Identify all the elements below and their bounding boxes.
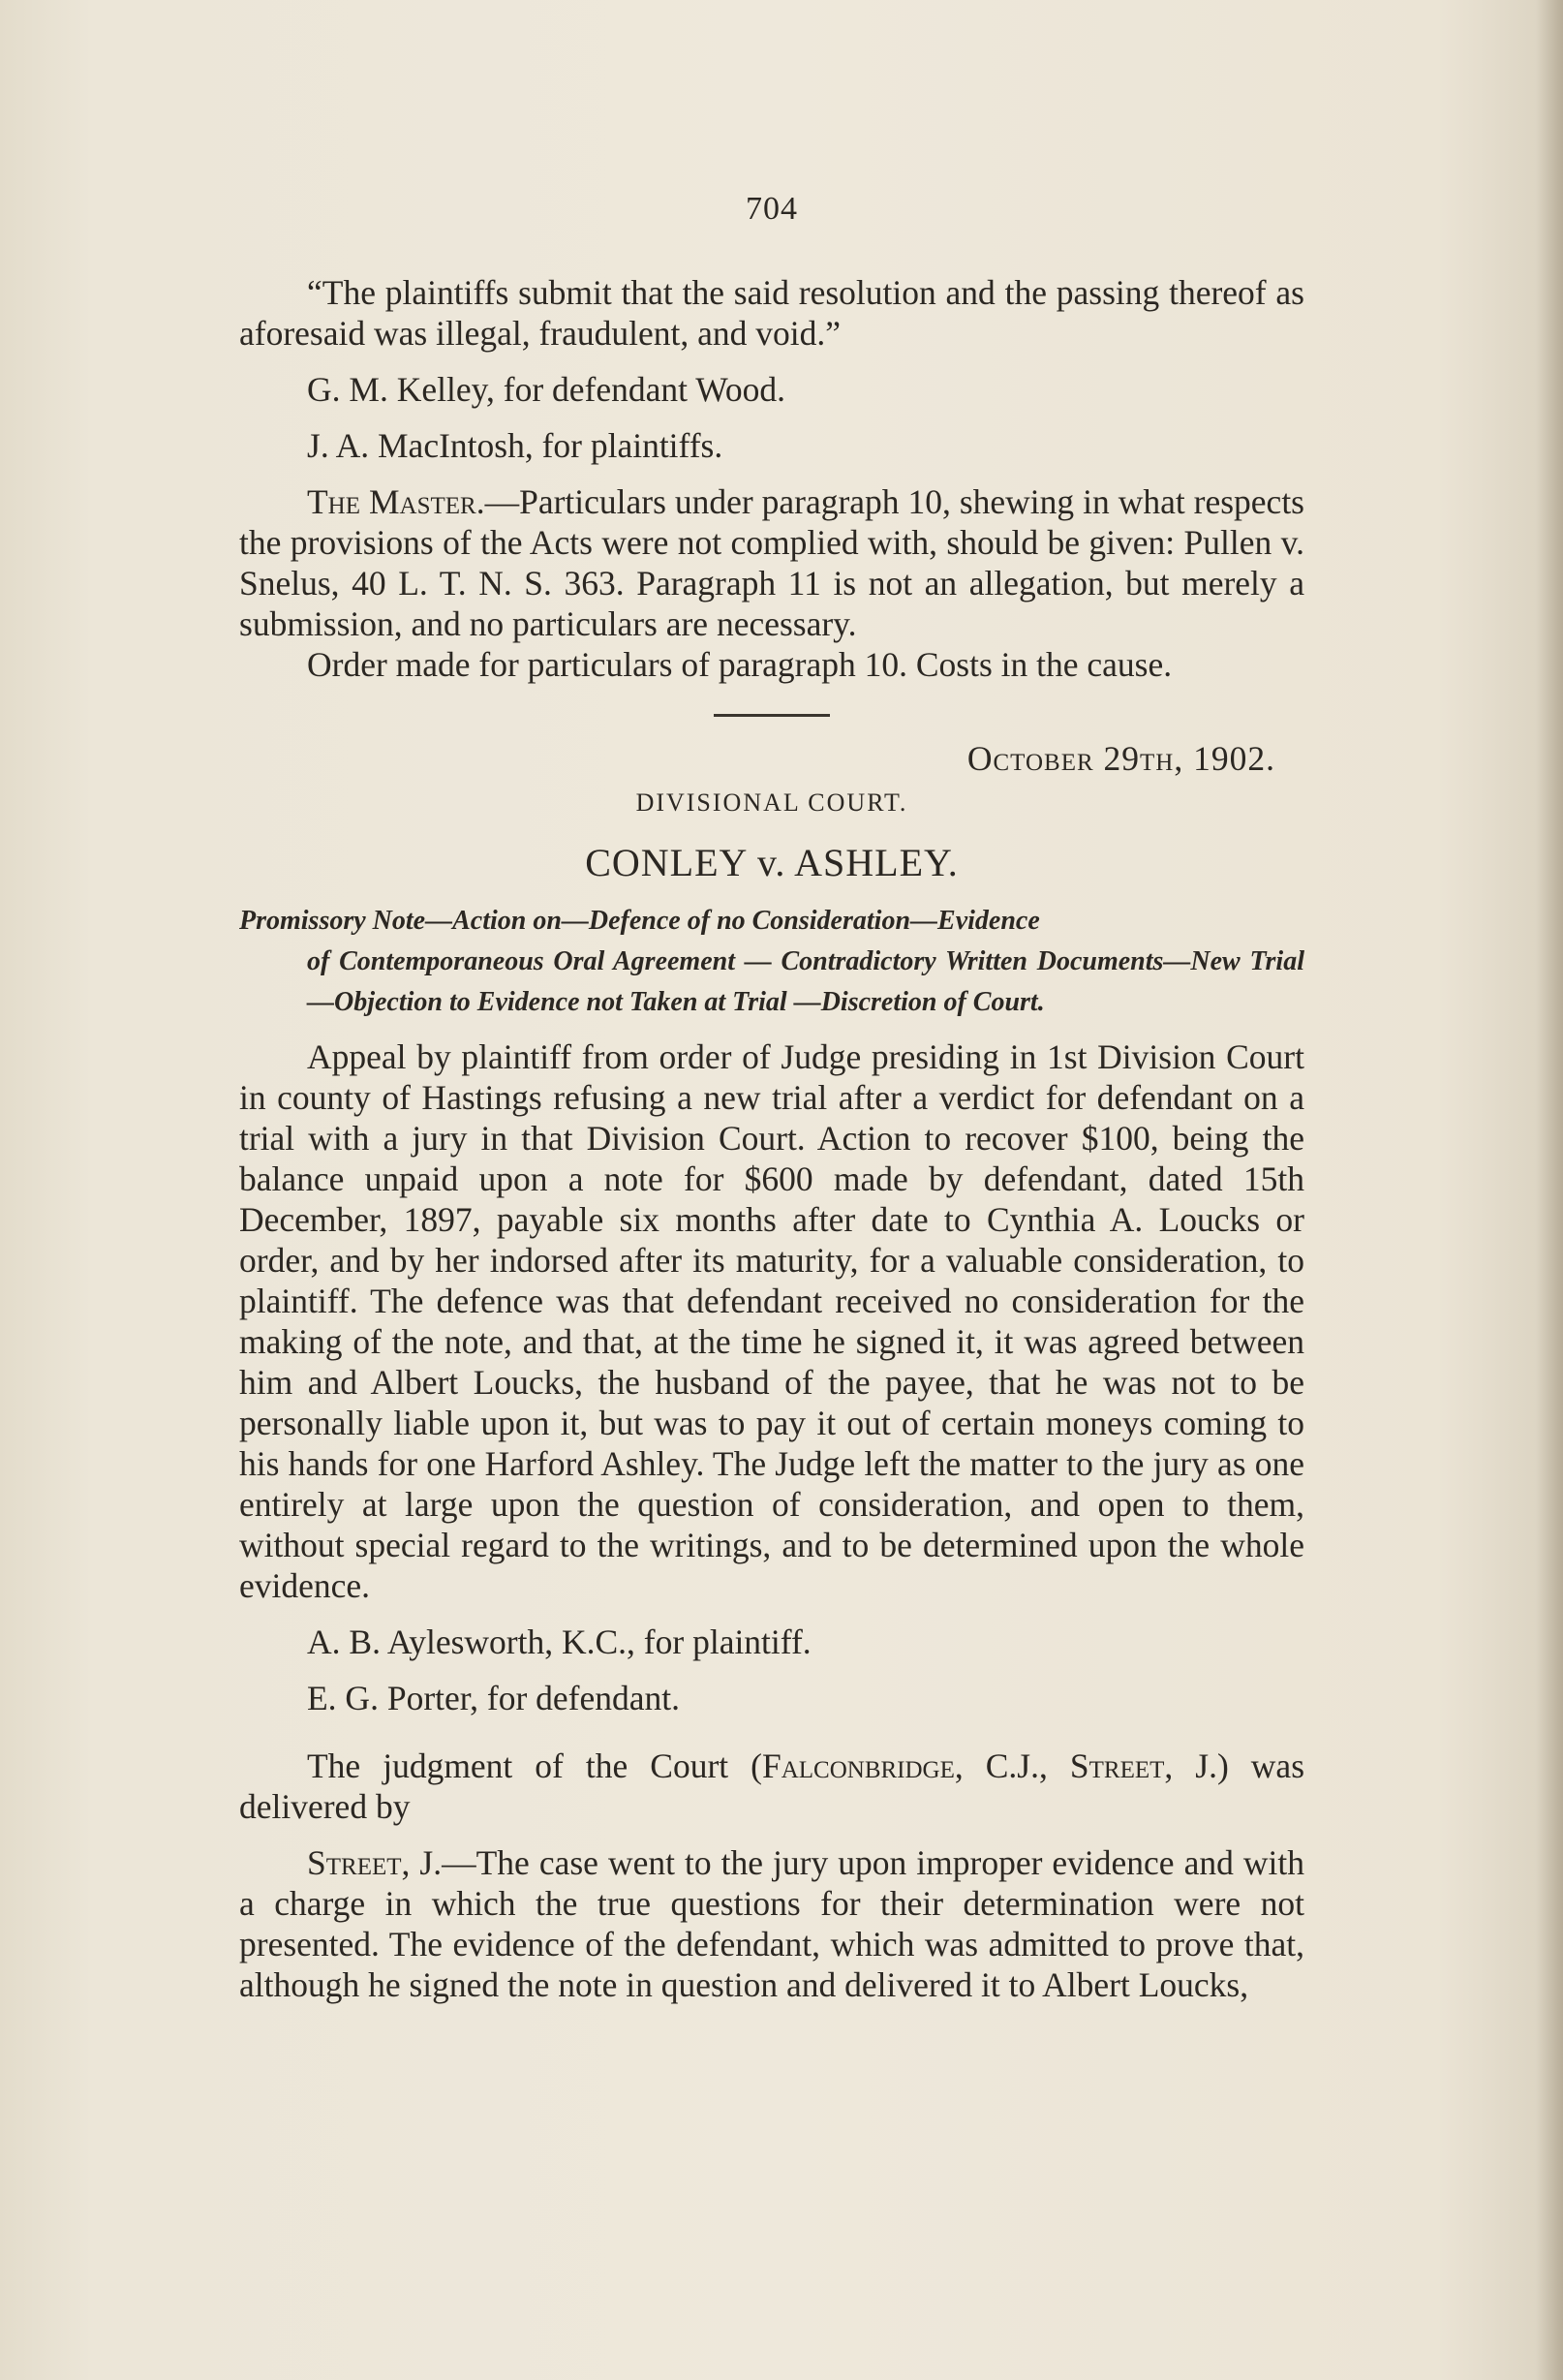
master-text: —Particulars under paragraph 10, shewing in what respects the provisions of the Acts were not complied with, should be given: Pullen v. Snelus, 40 L. T. N. S. 363. Paragraph 11 is not an allegation, but merely a submission, and no particulars are necessary. (239, 482, 1304, 643)
judgment-intro-b: ) was delivered by (239, 1746, 1305, 1826)
page-number: 704 (746, 191, 798, 227)
counsel-defendant-wood: G. M. Kelley, for defendant Wood. (307, 370, 786, 409)
street-judgment (239, 1842, 1304, 2005)
order-paragraph: Order made for particulars of paragraph 10. Costs in the cause. (307, 645, 1173, 684)
section-divider (714, 714, 830, 717)
decision-date: October 29th, 1902. (966, 739, 1275, 778)
master-label: The Master. (307, 482, 485, 521)
counsel-defendant: E. G. Porter, for defendant. (307, 1679, 681, 1717)
street-label: Street, J. (307, 1843, 443, 1882)
text-column (239, 189, 1304, 2005)
case-title: CONLEY v. ASHLEY. (585, 841, 959, 884)
master-ruling (239, 481, 1304, 644)
headnote-first-line: Promissory Note—Action on—Defence of no Consideration—Evidence (239, 906, 1040, 936)
judgment-intro-a: The judgment of the Court ( (307, 1746, 762, 1785)
appeal-paragraph: Appeal by plaintiff from order of Judge presiding in 1st Division Court in county of Hastings refusing a new trial after a verdict for defendant on a trial with a jury in that Division Court. Action to recover $100, being the balance unpaid upon a note for $600 made by defendant, dated 15th December, 1897, payable six months after date to Cynthia A. Loucks or order, and by her indorsed after its maturity, for a valuable consideration, to plaintiff. The defence was that defendant received no consideration for the making of the note, and that, at the time he signed it, it was agreed between him and Albert Loucks, the husband of the payee, that he was not to be personally liable upon it, but was to pay it out of certain moneys coming to his hands for one Harford Ashley. The Judge left the matter to the jury as one entirely at large upon the question of consideration, and open to them, without special regard to the writings, and to be determined upon the whole evidence. (239, 1037, 1304, 1605)
judgment-judges: Falconbridge, C.J., Street, J. (761, 1746, 1217, 1785)
judgment-intro (239, 1746, 1304, 1827)
page-edge-shadow (1536, 0, 1563, 2380)
street-text: —The case went to the jury upon improper evidence and with a charge in which the true questions for their determination were not presented. The evidence of the defendant, which was admitted to prove that, although he signed the note in question and delivered it to Albert Loucks, (239, 1843, 1304, 2004)
quoted-submission: “The plaintiffs submit that the said resolution and the passing thereof as aforesaid was illegal, fraudulent, and void.” (239, 273, 1304, 353)
counsel-plaintiffs: J. A. MacIntosh, for plaintiffs. (307, 426, 723, 465)
court-name: DIVISIONAL COURT. (635, 788, 908, 817)
headnote-continuation: of Contemporaneous Oral Agreement — Contradictory Written Documents—New Trial—Objection to Evidence not Taken at Trial —Discretion of Court. (307, 946, 1304, 1017)
headnote (239, 901, 1304, 1023)
counsel-plaintiff: A. B. Aylesworth, K.C., for plaintiff. (307, 1623, 812, 1661)
